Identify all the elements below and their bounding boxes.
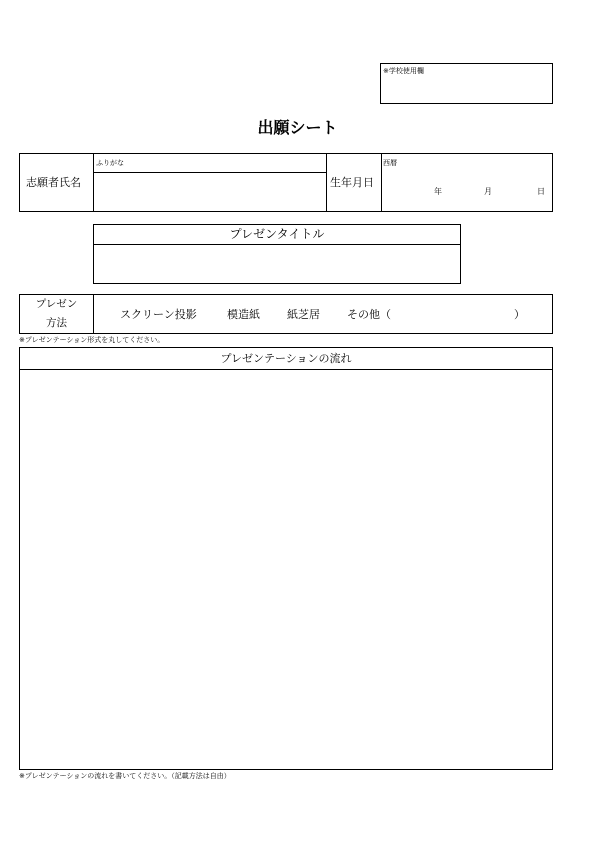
method-label-cell xyxy=(20,295,94,333)
presentation-method-box xyxy=(19,294,553,334)
furigana-field[interactable] xyxy=(94,157,325,171)
flow-heading: プレゼンテーションの流れ xyxy=(20,348,552,370)
presentation-flow-box xyxy=(19,347,553,770)
year-label: 年 xyxy=(434,187,442,196)
method-label-line1: プレゼン xyxy=(35,298,78,310)
page-title-text: 出願シート xyxy=(257,118,338,137)
flow-note: ※プレゼンテーションの流れを書いてください。（記載方法は自由） xyxy=(19,772,231,780)
method-option-kamishibai[interactable]: 紙芝居 xyxy=(287,308,320,321)
method-option-other[interactable]: その他（ xyxy=(347,308,391,321)
presentation-title-field[interactable] xyxy=(96,246,458,281)
presentation-title-heading: プレゼンタイトル xyxy=(94,225,460,245)
method-option-poster[interactable]: 模造紙 xyxy=(227,308,260,321)
method-label-line2: 方法 xyxy=(46,317,67,329)
divider xyxy=(326,154,327,211)
method-option-other-close: ） xyxy=(514,308,525,321)
birthdate-label: 生年月日 xyxy=(330,176,374,189)
method-note: ※プレゼンテーション形式を丸してください。 xyxy=(19,336,165,344)
method-option-screen[interactable]: スクリーン投影 xyxy=(120,308,197,321)
name-label: 志願者氏名 xyxy=(26,176,81,189)
day-label: 日 xyxy=(537,187,545,196)
page-title xyxy=(0,118,553,138)
school-use-box xyxy=(380,63,553,104)
birthdate-field[interactable] xyxy=(382,168,552,211)
presentation-title-box xyxy=(93,224,461,284)
furigana-label: ふりがな xyxy=(96,159,124,167)
flow-field[interactable] xyxy=(22,371,550,767)
era-label: 西暦 xyxy=(383,159,397,167)
school-use-label: ※学校使用欄 xyxy=(383,67,424,75)
month-label: 月 xyxy=(484,187,492,196)
applicant-table xyxy=(19,153,553,212)
name-field[interactable] xyxy=(94,173,325,211)
